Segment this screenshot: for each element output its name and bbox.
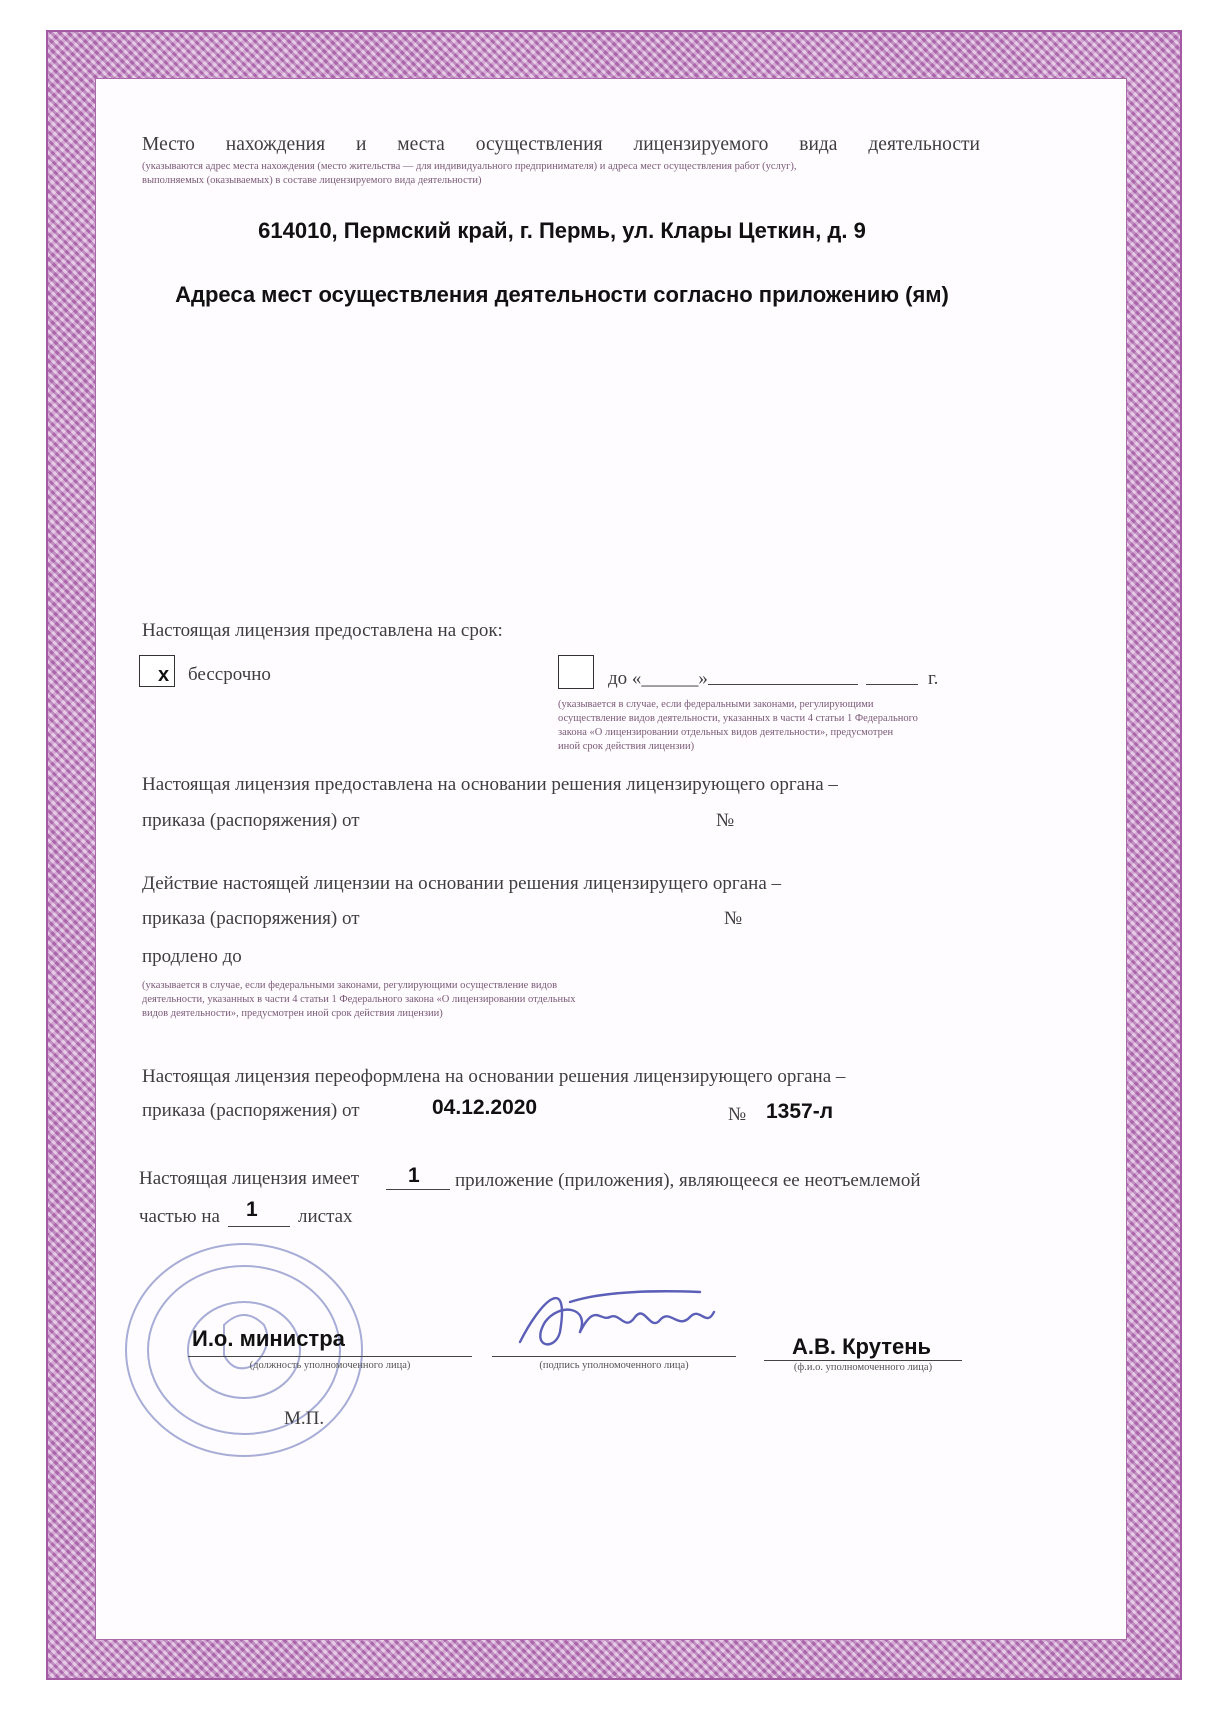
extension-note-3: видов деятельности», предусмотрен иной срок действия лицензии) <box>142 1008 443 1019</box>
reissue-line-1: Настоящая лицензия переоформлена на основании решения лицензирующего органа – <box>142 1066 846 1087</box>
term-note-2: осуществление видов деятельности, указанных в части 4 статьи 1 Федерального <box>558 713 918 724</box>
term-note-1: (указывается в случае, если федеральными законами, регулирующими <box>558 699 874 710</box>
appendix-sheets: 1 <box>246 1198 258 1221</box>
extension-note-2: деятельности, указанных в части 4 статьи 1 Федерального закона «О лицензировании отдельных <box>142 994 576 1005</box>
until-year-line <box>866 684 918 685</box>
reissue-date: 04.12.2020 <box>432 1096 538 1119</box>
extension-number-sign: № <box>724 908 743 929</box>
position-line <box>188 1356 472 1357</box>
license-address: 614010, Пермский край, г. Пермь, ул. Клары Цеткин, д. 9 <box>258 218 866 243</box>
extension-line-2: приказа (распоряжения) от <box>142 908 360 929</box>
reissue-number: 1357-л <box>766 1100 834 1123</box>
until-year-suffix: г. <box>928 668 939 689</box>
appendix-text-1: Настоящая лицензия имеет <box>139 1168 360 1189</box>
name-caption: (ф.и.о. уполномоченного лица) <box>793 1362 933 1373</box>
reissue-line-2: приказа (распоряжения) от <box>142 1100 360 1121</box>
appendix-text-3: частью на <box>139 1206 220 1227</box>
signature-caption: (подпись уполномоченного лица) <box>539 1360 689 1371</box>
term-note-3: закона «О лицензировании отдельных видов деятельности», предусмотрен <box>558 727 894 738</box>
seal-place: М.П. <box>284 1408 325 1429</box>
appendix-count-line <box>386 1189 450 1190</box>
location-hint-1: (указываются адрес места нахождения (место жительства — для индивидуального предпринимателя) и адреса мест осуществления работ (услуг), <box>142 161 797 172</box>
indefinite-checkbox[interactable] <box>139 655 175 687</box>
extended-until: продлено до <box>142 946 242 967</box>
term-note-4: иной срок действия лицензии) <box>558 741 695 752</box>
until-month-line <box>708 684 858 685</box>
basis-number-sign: № <box>716 810 735 831</box>
reissue-number-sign: № <box>728 1104 747 1125</box>
activity-places: Адреса мест осуществления деятельности согласно приложению (ям) <box>175 282 949 307</box>
indefinite-label: бессрочно <box>188 664 271 685</box>
signatory-position: И.о. министра <box>192 1326 345 1351</box>
name-line <box>764 1360 962 1361</box>
basis-line-1: Настоящая лицензия предоставлена на основании решения лицензирующего органа – <box>142 774 838 795</box>
appendix-text-4: листах <box>298 1206 353 1227</box>
term-heading: Настоящая лицензия предоставлена на срок: <box>142 620 503 641</box>
basis-line-2: приказа (распоряжения) от <box>142 810 360 831</box>
appendix-count: 1 <box>408 1164 420 1187</box>
until-checkbox[interactable] <box>558 655 594 689</box>
extension-note-1: (указывается в случае, если федеральными законами, регулирующими осуществление видов <box>142 980 558 991</box>
until-label: до «______» <box>608 668 708 689</box>
handwritten-signature <box>500 1262 730 1362</box>
indefinite-checkmark: x <box>158 664 170 686</box>
signature-line <box>492 1356 736 1357</box>
appendix-text-2: приложение (приложения), являющееся ее неотъемлемой <box>455 1170 921 1191</box>
location-hint-2: выполняемых (оказываемых) в составе лицензируемого вида деятельности) <box>142 175 482 186</box>
location-heading: Место нахождения и места осуществления лицензируемого вида деятельности <box>142 134 980 155</box>
extension-line-1: Действие настоящей лицензии на основании решения лицензирущего органа – <box>142 873 782 894</box>
position-caption: (должность уполномоченного лица) <box>249 1360 411 1371</box>
signatory-name: А.В. Крутень <box>792 1334 932 1359</box>
appendix-sheets-line <box>228 1226 290 1227</box>
